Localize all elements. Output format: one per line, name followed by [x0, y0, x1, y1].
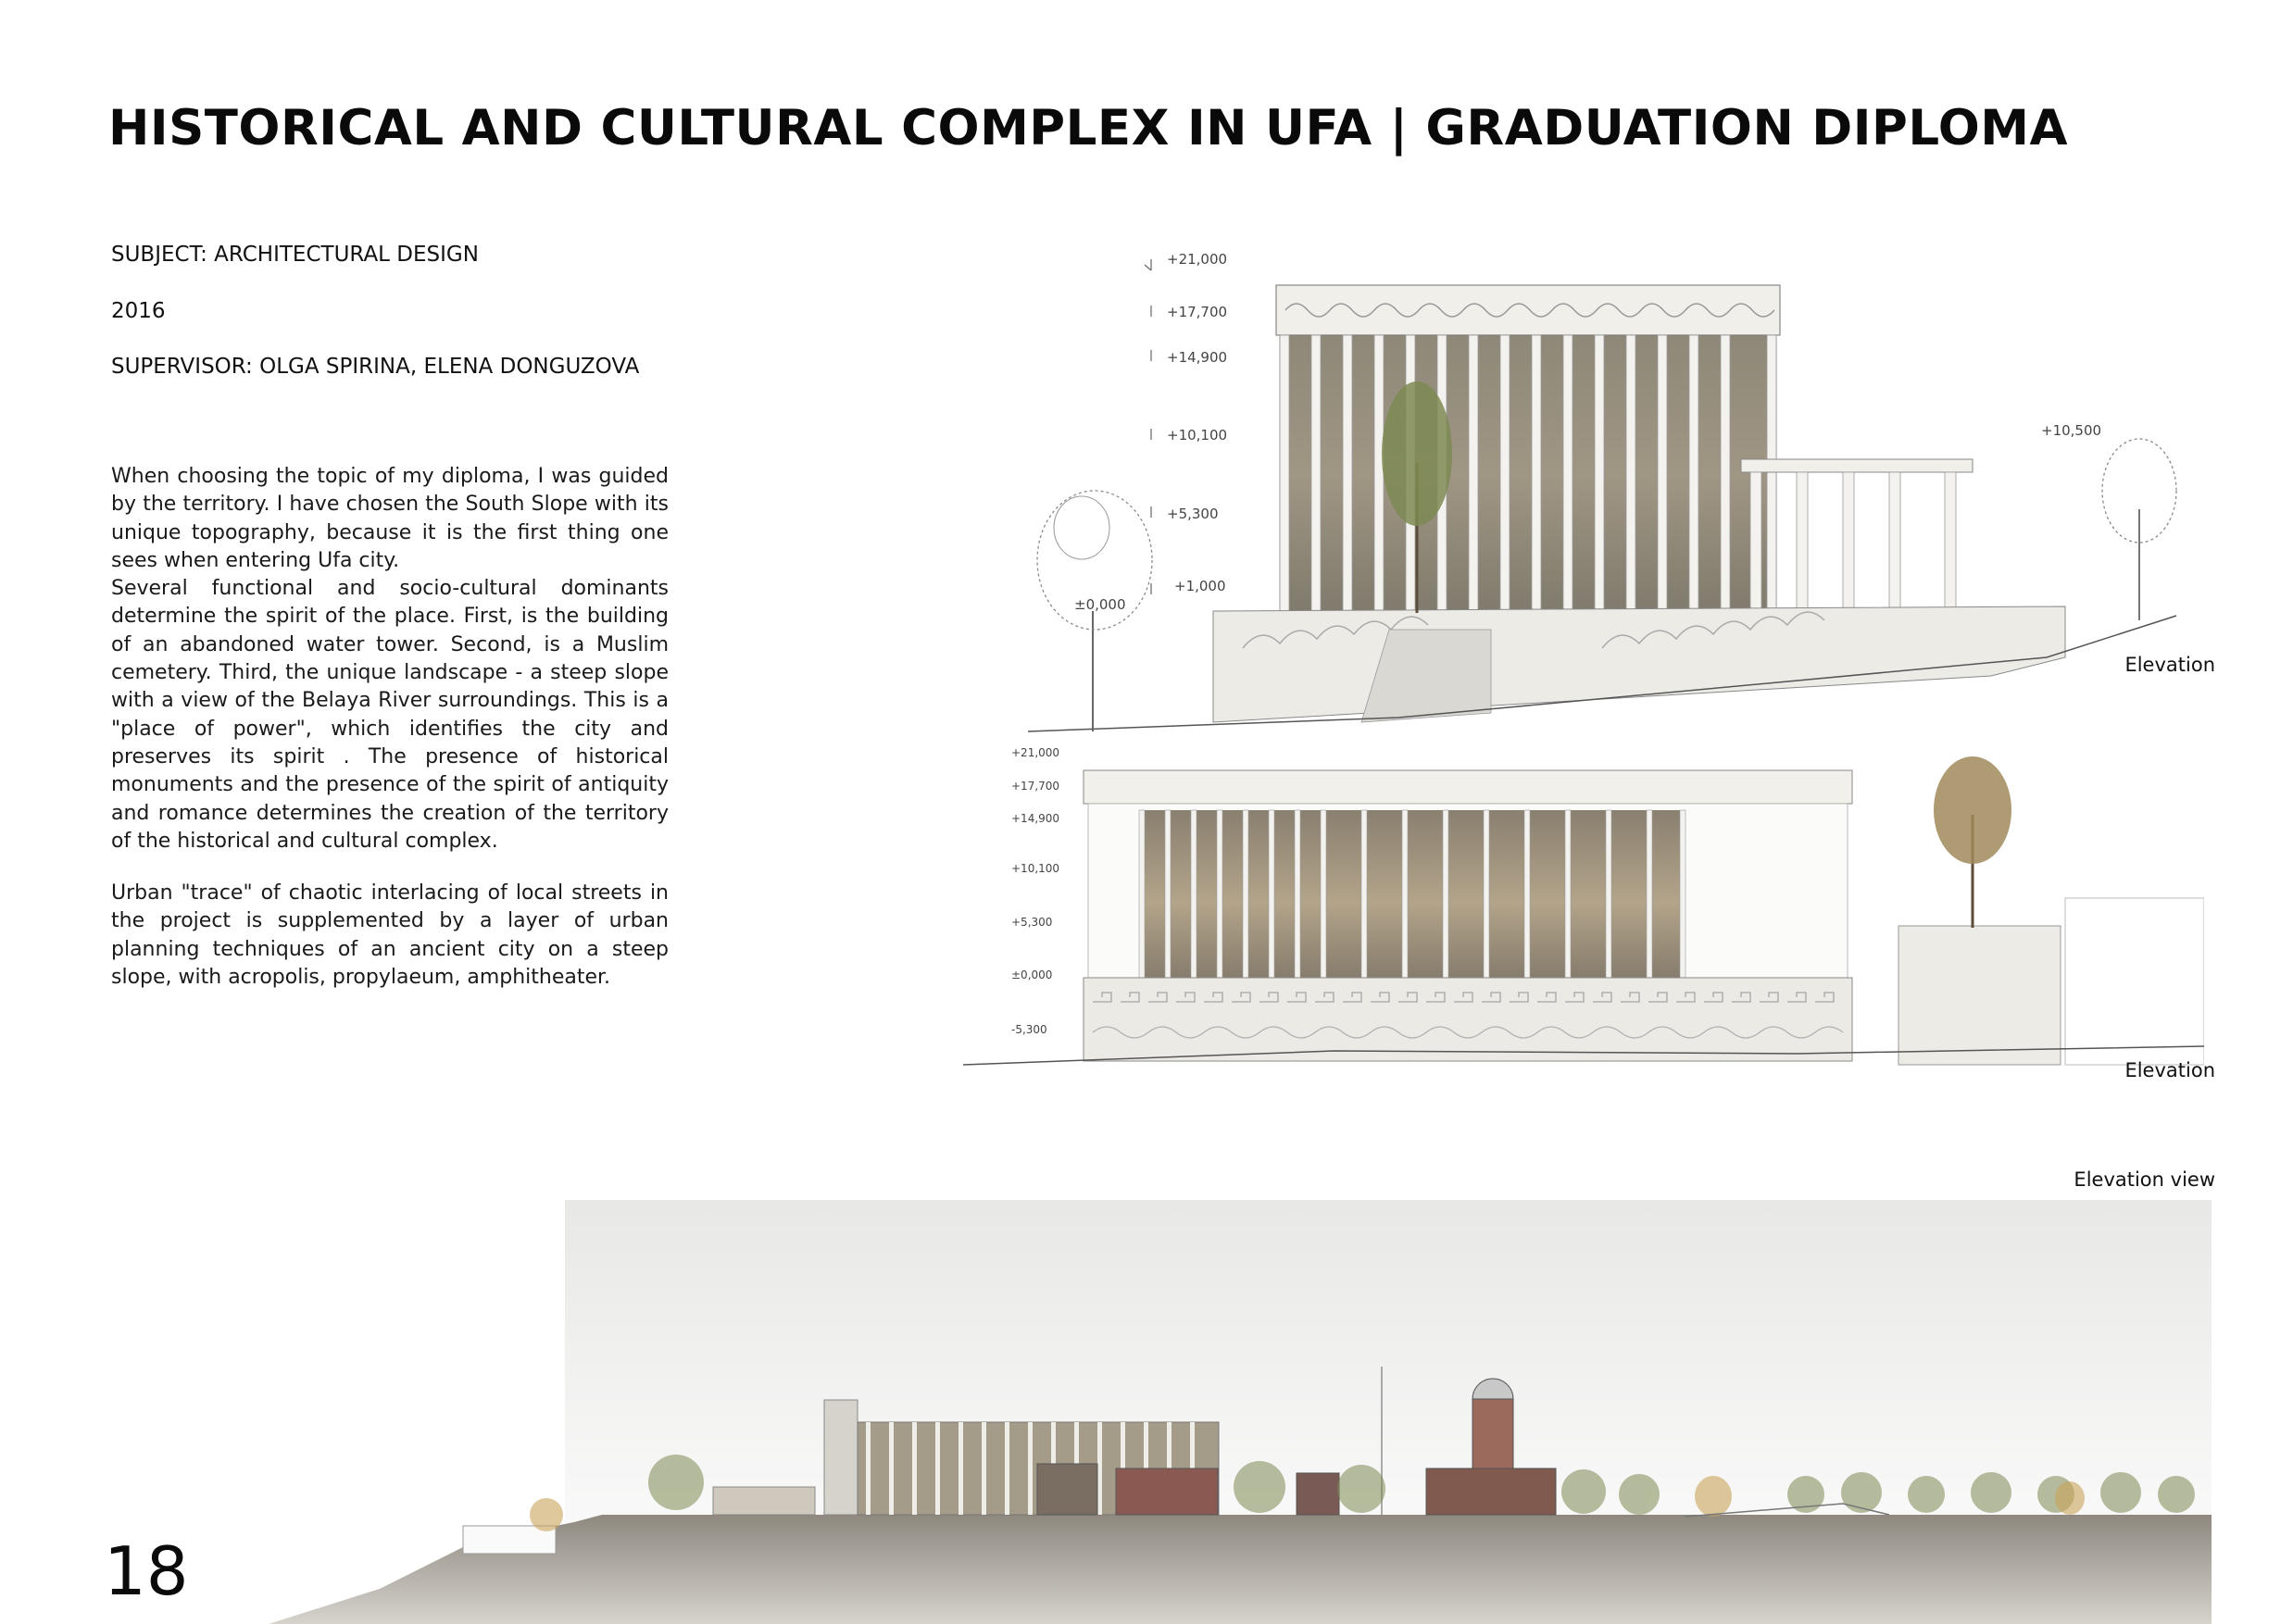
urban-trace-text [111, 880, 669, 992]
propylaeum-columns [1750, 472, 1956, 630]
description-text [111, 463, 669, 856]
level-label: +10,500 [2041, 422, 2102, 439]
brick-building [1116, 1468, 1218, 1515]
ornamental-plinth [1084, 978, 1852, 1061]
low-building [713, 1487, 815, 1515]
tower-block [824, 1400, 858, 1515]
level-label: -5,300 [1011, 1023, 1047, 1036]
tree-right [1934, 756, 2011, 928]
level-label: +14,900 [1167, 349, 1228, 366]
level-label: +17,700 [1011, 780, 1060, 793]
level-label: +5,300 [1167, 506, 1219, 522]
tree-right [2102, 439, 2176, 620]
ground-section [269, 1515, 2212, 1624]
level-label: +5,300 [1011, 916, 1053, 929]
level-label: +14,900 [1011, 812, 1060, 825]
small-building [1297, 1473, 1339, 1515]
level-label: +21,000 [1167, 251, 1228, 268]
elevation-caption-2: Elevation [2124, 1059, 2215, 1081]
pergola [2065, 898, 2204, 1065]
level-label: +17,700 [1167, 304, 1228, 320]
glass-facade [1280, 335, 1776, 615]
roof-slab [1084, 770, 1852, 804]
propylaeum-beam [1741, 459, 1973, 472]
level-label: +10,100 [1011, 862, 1060, 875]
level-label: +21,000 [1011, 746, 1060, 759]
supervisor-line: SUPERVISOR: OLGA SPIRINA, ELENA DONGUZOVA [111, 355, 640, 379]
elevation-drawing-2 [963, 731, 2204, 1083]
description-paragraph-2: Several functional and socio-cultural dominants determine the spirit of the place. First, is the building of an abandoned water tower. Second, is a Muslim cemetery. Third, the unique landscape - a steep slope with a view of the Belaya River surroundings. This is a "place of power", which identifies the city and preserves its spirit . The presence of historical monuments and the presence of the spirit of antiquity and romance determines the creation of the territory of the historical and cultural complex. [111, 577, 669, 853]
year-line: 2016 [111, 299, 166, 323]
page-number: 18 [104, 1532, 189, 1610]
subject-line: SUBJECT: ARCHITECTURAL DESIGN [111, 243, 479, 267]
elevation-view-caption: Elevation view [2074, 1168, 2215, 1191]
side-wall [1898, 926, 2061, 1065]
elevation-drawing-1 [1028, 241, 2195, 741]
tower-base-building [1426, 1468, 1556, 1515]
level-markers [1145, 259, 1151, 594]
elevation-caption-1: Elevation [2124, 654, 2215, 676]
panorama-elevation-view [269, 1200, 2212, 1624]
level-label: +1,000 [1174, 578, 1226, 594]
annex-building [1037, 1464, 1097, 1515]
description-paragraph-3: Urban "trace" of chaotic interlacing of local streets in the project is supplemented by a layer of urban planning techniques of an ancient city on a steep slope, with acropolis, propylaeum, amphitheater. [111, 881, 669, 989]
level-label: ±0,000 [1074, 596, 1126, 613]
description-paragraph-1: When choosing the topic of my diploma, I was guided by the territory. I have chosen the South Slope with its unique topography, because it is the first thing one sees when entering Ufa city. [111, 465, 669, 572]
page-title: HISTORICAL AND CULTURAL COMPLEX IN UFA | GRADUATION DIPLOMA [108, 100, 2069, 156]
level-label: +10,100 [1167, 427, 1228, 443]
level-label: ±0,000 [1011, 968, 1053, 981]
stone-podium [1213, 606, 2065, 722]
